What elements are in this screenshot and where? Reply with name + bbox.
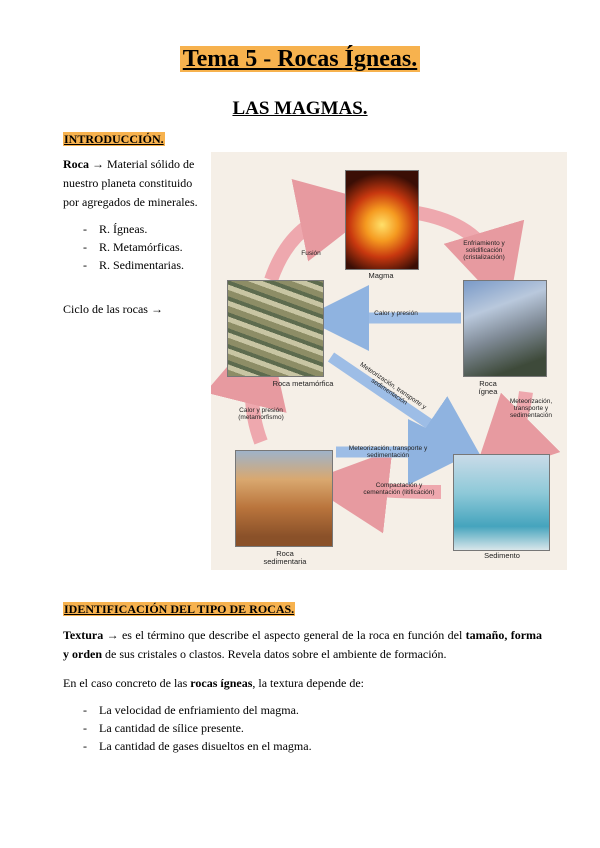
label-roca-ignea: Roca ígnea	[478, 379, 498, 396]
label-fusion: Fusión	[301, 250, 321, 257]
list-item: - R. Metamórficas.	[63, 238, 184, 256]
label-sedimento: Sedimento	[484, 551, 520, 560]
intro-heading: INTRODUCCIÓN.	[64, 132, 164, 146]
label-roca-sedimentaria: Roca sedimentaria	[263, 549, 307, 566]
label-calor-presion: Calor y presión	[374, 310, 418, 317]
roca-term: Roca	[63, 157, 89, 171]
arrow-fusion	[271, 212, 341, 280]
page-subtitle: LAS MAGMAS.	[232, 98, 368, 119]
list-item: - R. Sedimentarias.	[63, 256, 184, 274]
rock-types-list	[63, 220, 184, 274]
magma-photo	[345, 170, 419, 270]
ciclo-label: Ciclo de las rocas →	[63, 302, 163, 316]
page-title: Tema 5 - Rocas Ígneas.	[0, 46, 600, 73]
sedimentaria-photo	[235, 450, 333, 547]
label-meteorizacion: Meteorización, transporte y sedimentación	[509, 398, 553, 419]
list-item: - La cantidad de sílice presente.	[63, 719, 312, 737]
arrow-icon: →	[106, 628, 119, 642]
rock-cycle-diagram	[211, 152, 567, 570]
ident-heading: IDENTIFICACIÓN DEL TIPO DE ROCAS.	[64, 602, 295, 616]
arrow-icon: →	[92, 157, 104, 171]
label-magma: Magma	[368, 271, 394, 280]
sedimento-photo	[453, 454, 550, 551]
label-meteor-mid: Meteorización, transporte y sedimentación	[348, 445, 428, 459]
factors-list	[63, 701, 312, 755]
list-item: - La velocidad de enfriamiento del magma.	[63, 701, 312, 719]
textura-term: Textura	[63, 628, 104, 642]
label-calor-meta: Calor y presión (metamorfismo)	[238, 407, 284, 421]
list-item: - R. Ígneas.	[63, 220, 184, 238]
list-item: - La cantidad de gases disueltos en el magma.	[63, 737, 312, 755]
ignea-photo	[463, 280, 547, 377]
label-enfriamiento: Enfriamiento y solidificación (cristalización)	[463, 240, 505, 261]
metamorfica-photo	[227, 280, 324, 377]
roca-definition: Roca → Material sólido de nuestro planeta constituido por agregados de minerales.	[63, 157, 198, 209]
textura-paragraph: Textura → es el término que describe el aspecto general de la roca en función del tamaño, forma y orden de sus cristales o clastos. Revela datos sobre el ambiente de formación.	[63, 628, 543, 661]
label-roca-metamorfica: Roca metamórfica	[272, 379, 334, 388]
label-compactacion: Compactación y cementación (litificación)	[363, 482, 435, 496]
caso-paragraph: En el caso concreto de las rocas ígneas, la textura depende de:	[63, 676, 365, 690]
label-diagonal: Meteorización, transporte y sedimentación	[358, 361, 428, 411]
